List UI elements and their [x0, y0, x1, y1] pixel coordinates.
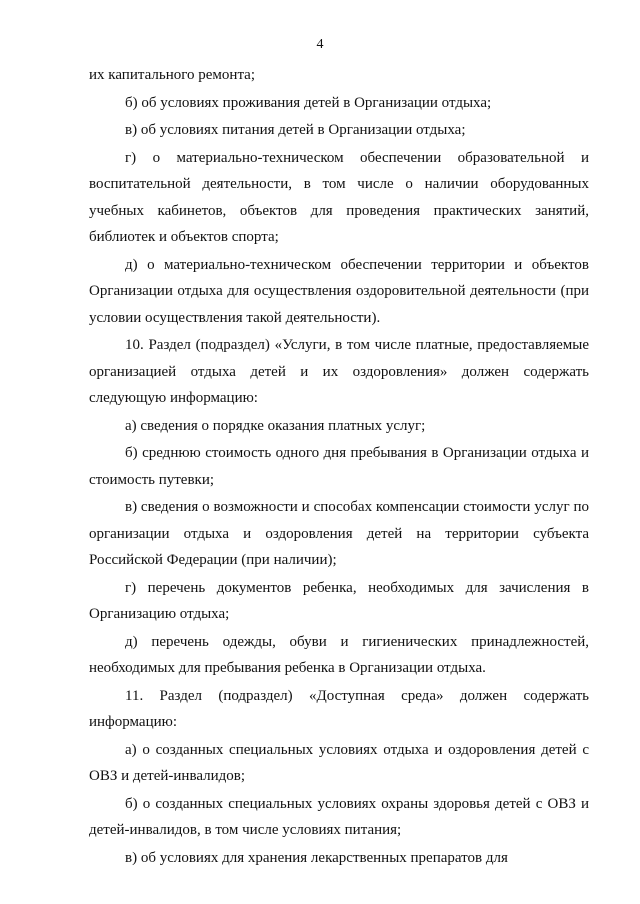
list-item-v: в) об условиях для хранения лекарственных препаратов для	[125, 849, 508, 866]
section-11-heading: 11. Раздел (подраздел) «Доступная среда» должен содержать информацию:	[89, 687, 589, 730]
list-item-b: б) среднюю стоимость одного дня пребывания в Организации отдыха и стоимость путевки;	[89, 445, 589, 488]
list-item-d: д) перечень одежды, обуви и гигиенических принадлежностей, необходимых для пребывания ребенка в Организации отдыха.	[89, 633, 589, 676]
list-item-b: б) об условиях проживания детей в Организации отдыха;	[125, 94, 492, 111]
list-item-g: г) о материально-техническом обеспечении образовательной и воспитательной деятельности, в том числе о наличии оборудованных учебных кабинетов, объектов для проведения практических занятий, библиотек и объектов спорта;	[89, 149, 589, 245]
list-item-v: в) сведения о возможности и способах компенсации стоимости услуг по организации отдыха и оздоровления детей на территории субъекта Российской Федерации (при наличии);	[89, 499, 589, 568]
document-body	[89, 62, 589, 871]
list-item-d: д) о материально-техническом обеспечении территории и объектов Организации отдыха для осуществления оздоровительной деятельности (при условии осуществления такой деятельности).	[89, 256, 589, 326]
list-item-g: г) перечень документов ребенка, необходимых для зачисления в Организацию отдыха;	[89, 579, 589, 622]
list-item-b: б) о созданных специальных условиях охраны здоровья детей с ОВЗ и детей-инвалидов, в том числе условиях питания;	[89, 795, 589, 838]
page-number: 4	[316, 37, 324, 52]
section-10-heading: 10. Раздел (подраздел) «Услуги, в том числе платные, предоставляемые организацией отдыха детей и их оздоровления» должен содержать следующую информацию:	[89, 337, 589, 406]
list-item-a: а) о созданных специальных условиях отдыха и оздоровления детей с ОВЗ и детей-инвалидов;	[89, 741, 589, 784]
paragraph: их капитального ремонта;	[89, 67, 256, 83]
list-item-v: в) об условиях питания детей в Организации отдыха;	[125, 122, 466, 138]
list-item-a: а) сведения о порядке оказания платных услуг;	[125, 417, 426, 434]
